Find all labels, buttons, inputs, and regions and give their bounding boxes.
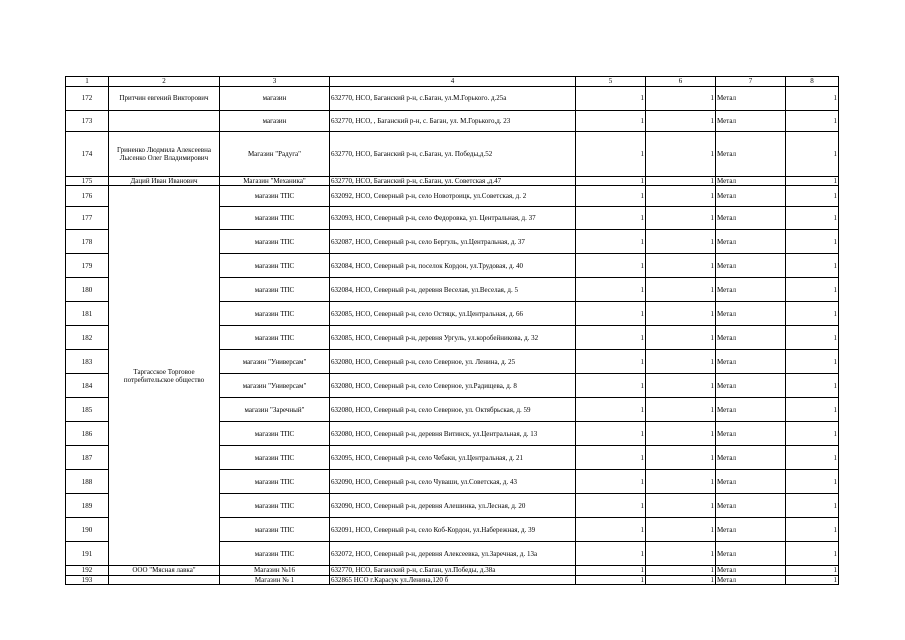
column-8-cell: 1 xyxy=(786,87,839,111)
column-5-cell: 1 xyxy=(576,326,646,350)
column-5-cell: 1 xyxy=(576,132,646,177)
object-type-cell: магазин ТПС xyxy=(220,326,330,350)
address-cell: 632072, НСО, Северный р-н, деревня Алексеевка, ул.Заречная, д. 13а xyxy=(330,542,576,566)
material-cell: Метал xyxy=(716,470,786,494)
column-6-cell: 1 xyxy=(646,87,716,111)
column-8-cell: 1 xyxy=(786,230,839,254)
object-type-cell: магазин xyxy=(220,87,330,111)
table-row xyxy=(66,111,839,132)
column-6-cell: 1 xyxy=(646,186,716,207)
column-6-cell: 1 xyxy=(646,470,716,494)
address-cell: 632085, НСО, Северный р-н, село Остяцк, ул.Центральная, д. 66 xyxy=(330,302,576,326)
object-type-cell: Магазин №16 xyxy=(220,566,330,575)
column-5-cell: 1 xyxy=(576,422,646,446)
column-6-cell: 1 xyxy=(646,254,716,278)
material-cell: Метал xyxy=(716,446,786,470)
column-8-cell: 1 xyxy=(786,350,839,374)
column-5-cell: 1 xyxy=(576,111,646,132)
material-cell: Метал xyxy=(716,278,786,302)
address-cell: 632087, НСО, Северный р-н, село Бергуль, ул.Центральная, д. 37 xyxy=(330,230,576,254)
owner-cell: Гриненко Людмила Алексеевна Лысенко Олег Владимирович xyxy=(109,132,220,177)
material-cell: Метал xyxy=(716,494,786,518)
table-row xyxy=(66,575,839,584)
column-8-cell: 1 xyxy=(786,302,839,326)
column-6-cell: 1 xyxy=(646,374,716,398)
row-number-cell: 184 xyxy=(66,374,109,398)
row-number-cell: 173 xyxy=(66,111,109,132)
material-cell: Метал xyxy=(716,575,786,584)
address-cell: 632092, НСО, Северный р-н, село Новотроицк, ул.Советская, д. 2 xyxy=(330,186,576,207)
address-cell: 632080, НСО, Северный р-н, село Северное, ул.Радищева, д. 8 xyxy=(330,374,576,398)
address-cell: 632095, НСО, Северный р-н, село Чебаки, ул.Центральная, д. 21 xyxy=(330,446,576,470)
row-number-cell: 177 xyxy=(66,207,109,230)
column-5-cell: 1 xyxy=(576,575,646,584)
object-type-cell: магазин "Заречный" xyxy=(220,398,330,422)
row-number-cell: 187 xyxy=(66,446,109,470)
column-header: 5 xyxy=(576,77,646,87)
column-6-cell: 1 xyxy=(646,566,716,575)
column-6-cell: 1 xyxy=(646,230,716,254)
column-5-cell: 1 xyxy=(576,350,646,374)
address-cell: 632770, НСО, Баганский р-н, с.Баган, ул. Советская ,д.47 xyxy=(330,177,576,186)
material-cell: Метал xyxy=(716,374,786,398)
material-cell: Метал xyxy=(716,207,786,230)
column-6-cell: 1 xyxy=(646,398,716,422)
column-6-cell: 1 xyxy=(646,132,716,177)
column-header: 3 xyxy=(220,77,330,87)
column-8-cell: 1 xyxy=(786,398,839,422)
column-6-cell: 1 xyxy=(646,207,716,230)
row-number-cell: 182 xyxy=(66,326,109,350)
table-row xyxy=(66,87,839,111)
object-type-cell: магазин ТПС xyxy=(220,422,330,446)
column-6-cell: 1 xyxy=(646,302,716,326)
column-header: 7 xyxy=(716,77,786,87)
column-8-cell: 1 xyxy=(786,374,839,398)
column-header: 8 xyxy=(786,77,839,87)
address-cell: 632080, НСО, Северный р-н, деревня Витинск, ул.Центральная, д. 13 xyxy=(330,422,576,446)
column-8-cell: 1 xyxy=(786,575,839,584)
row-number-cell: 183 xyxy=(66,350,109,374)
object-type-cell: магазин ТПС xyxy=(220,254,330,278)
object-type-cell: магазин ТПС xyxy=(220,302,330,326)
row-number-cell: 193 xyxy=(66,575,109,584)
address-cell: 632085, НСО, Северный р-н, деревня Ургуль, ул.коробейникова, д. 32 xyxy=(330,326,576,350)
address-cell: 632770, НСО, Баганский р-н, с.Баган, ул.Победы, д.38а xyxy=(330,566,576,575)
column-header: 1 xyxy=(66,77,109,87)
table-row xyxy=(66,186,839,207)
column-5-cell: 1 xyxy=(576,398,646,422)
owner-cell: ООО "Мясная лавка" xyxy=(109,566,220,575)
material-cell: Метал xyxy=(716,177,786,186)
column-6-cell: 1 xyxy=(646,177,716,186)
row-number-cell: 185 xyxy=(66,398,109,422)
column-header: 4 xyxy=(330,77,576,87)
row-number-cell: 188 xyxy=(66,470,109,494)
column-6-cell: 1 xyxy=(646,326,716,350)
object-type-cell: магазин ТПС xyxy=(220,518,330,542)
owner-cell: Притчин евгений Викторович xyxy=(109,87,220,111)
column-6-cell: 1 xyxy=(646,518,716,542)
object-type-cell: магазин ТПС xyxy=(220,186,330,207)
column-5-cell: 1 xyxy=(576,302,646,326)
object-type-cell: Магазин "Радуга" xyxy=(220,132,330,177)
column-8-cell: 1 xyxy=(786,186,839,207)
material-cell: Метал xyxy=(716,186,786,207)
object-type-cell: Магазин "Механика" xyxy=(220,177,330,186)
table-row xyxy=(66,177,839,186)
column-header: 2 xyxy=(109,77,220,87)
row-number-cell: 189 xyxy=(66,494,109,518)
row-number-cell: 181 xyxy=(66,302,109,326)
address-cell: 632091, НСО, Северный р-н, село Коб-Кордон, ул.Набережная, д. 39 xyxy=(330,518,576,542)
column-5-cell: 1 xyxy=(576,186,646,207)
row-number-cell: 174 xyxy=(66,132,109,177)
row-number-cell: 180 xyxy=(66,278,109,302)
table-row xyxy=(66,566,839,575)
column-6-cell: 1 xyxy=(646,446,716,470)
address-cell: 632093, НСО, Северный р-н, село Федоровка, ул. Центральная, д. 37 xyxy=(330,207,576,230)
address-cell: 632084, НСО, Северный р-н, деревня Веселая, ул.Веселая, д. 5 xyxy=(330,278,576,302)
owner-cell: Даций Иван Иванович xyxy=(109,177,220,186)
address-cell: 632080, НСО, Северный р-н, село Северное, ул. Октябрьская, д. 59 xyxy=(330,398,576,422)
column-5-cell: 1 xyxy=(576,230,646,254)
column-8-cell: 1 xyxy=(786,177,839,186)
column-5-cell: 1 xyxy=(576,278,646,302)
column-8-cell: 1 xyxy=(786,566,839,575)
column-5-cell: 1 xyxy=(576,494,646,518)
material-cell: Метал xyxy=(716,542,786,566)
row-number-cell: 176 xyxy=(66,186,109,207)
column-5-cell: 1 xyxy=(576,542,646,566)
column-5-cell: 1 xyxy=(576,470,646,494)
address-cell: 632770, НСО, , Баганский р-н, с. Баган, ул. М.Горького,д. 23 xyxy=(330,111,576,132)
header-row xyxy=(66,77,839,87)
material-cell: Метал xyxy=(716,254,786,278)
address-cell: 632865 НСО г.Карасук ул.Ленина,120 б xyxy=(330,575,576,584)
column-8-cell: 1 xyxy=(786,422,839,446)
object-type-cell: магазин ТПС xyxy=(220,446,330,470)
address-cell: 632770, НСО, Баганский р-н, с.Баган, ул.М.Горького. д.25а xyxy=(330,87,576,111)
column-5-cell: 1 xyxy=(576,177,646,186)
row-number-cell: 178 xyxy=(66,230,109,254)
material-cell: Метал xyxy=(716,326,786,350)
object-type-cell: магазин "Универсам" xyxy=(220,350,330,374)
owner-cell xyxy=(109,575,220,584)
row-number-cell: 179 xyxy=(66,254,109,278)
column-8-cell: 1 xyxy=(786,254,839,278)
address-cell: 632090, НСО, Северный р-н, село Чуваши, ул.Советская, д. 43 xyxy=(330,470,576,494)
column-8-cell: 1 xyxy=(786,494,839,518)
column-8-cell: 1 xyxy=(786,326,839,350)
column-8-cell: 1 xyxy=(786,207,839,230)
object-type-cell: магазин ТПС xyxy=(220,207,330,230)
column-6-cell: 1 xyxy=(646,575,716,584)
owner-cell: Таргасское Торговое потребительское общество xyxy=(109,186,220,566)
column-6-cell: 1 xyxy=(646,422,716,446)
column-8-cell: 1 xyxy=(786,446,839,470)
column-6-cell: 1 xyxy=(646,350,716,374)
column-5-cell: 1 xyxy=(576,254,646,278)
object-type-cell: магазин ТПС xyxy=(220,542,330,566)
column-header: 6 xyxy=(646,77,716,87)
owner-cell xyxy=(109,111,220,132)
object-type-cell: магазин "Универсам" xyxy=(220,374,330,398)
row-number-cell: 192 xyxy=(66,566,109,575)
material-cell: Метал xyxy=(716,302,786,326)
material-cell: Метал xyxy=(716,87,786,111)
row-number-cell: 172 xyxy=(66,87,109,111)
row-number-cell: 175 xyxy=(66,177,109,186)
column-8-cell: 1 xyxy=(786,542,839,566)
table-row xyxy=(66,132,839,177)
column-8-cell: 1 xyxy=(786,470,839,494)
column-5-cell: 1 xyxy=(576,374,646,398)
object-type-cell: магазин xyxy=(220,111,330,132)
data-table xyxy=(65,76,839,585)
material-cell: Метал xyxy=(716,350,786,374)
address-cell: 632770, НСО, Баганский р-н, с.Баган, ул. Победы,д.52 xyxy=(330,132,576,177)
material-cell: Метал xyxy=(716,566,786,575)
column-5-cell: 1 xyxy=(576,207,646,230)
column-5-cell: 1 xyxy=(576,518,646,542)
column-8-cell: 1 xyxy=(786,518,839,542)
row-number-cell: 186 xyxy=(66,422,109,446)
material-cell: Метал xyxy=(716,518,786,542)
column-6-cell: 1 xyxy=(646,278,716,302)
object-type-cell: магазин ТПС xyxy=(220,470,330,494)
material-cell: Метал xyxy=(716,111,786,132)
object-type-cell: магазин ТПС xyxy=(220,230,330,254)
column-8-cell: 1 xyxy=(786,132,839,177)
column-8-cell: 1 xyxy=(786,111,839,132)
object-type-cell: магазин ТПС xyxy=(220,278,330,302)
object-type-cell: магазин ТПС xyxy=(220,494,330,518)
column-6-cell: 1 xyxy=(646,111,716,132)
column-5-cell: 1 xyxy=(576,446,646,470)
material-cell: Метал xyxy=(716,422,786,446)
column-5-cell: 1 xyxy=(576,566,646,575)
material-cell: Метал xyxy=(716,398,786,422)
address-cell: 632090, НСО, Северный р-н, деревня Алешинка, ул.Лесная, д. 20 xyxy=(330,494,576,518)
material-cell: Метал xyxy=(716,132,786,177)
object-type-cell: Магазин № 1 xyxy=(220,575,330,584)
address-cell: 632084, НСО, Северный р-н, поселок Кордон, ул.Трудовая, д. 40 xyxy=(330,254,576,278)
material-cell: Метал xyxy=(716,230,786,254)
row-number-cell: 191 xyxy=(66,542,109,566)
column-5-cell: 1 xyxy=(576,87,646,111)
column-8-cell: 1 xyxy=(786,278,839,302)
column-6-cell: 1 xyxy=(646,542,716,566)
column-6-cell: 1 xyxy=(646,494,716,518)
address-cell: 632080, НСО, Северный р-н, село Северное, ул. Ленина, д. 25 xyxy=(330,350,576,374)
row-number-cell: 190 xyxy=(66,518,109,542)
